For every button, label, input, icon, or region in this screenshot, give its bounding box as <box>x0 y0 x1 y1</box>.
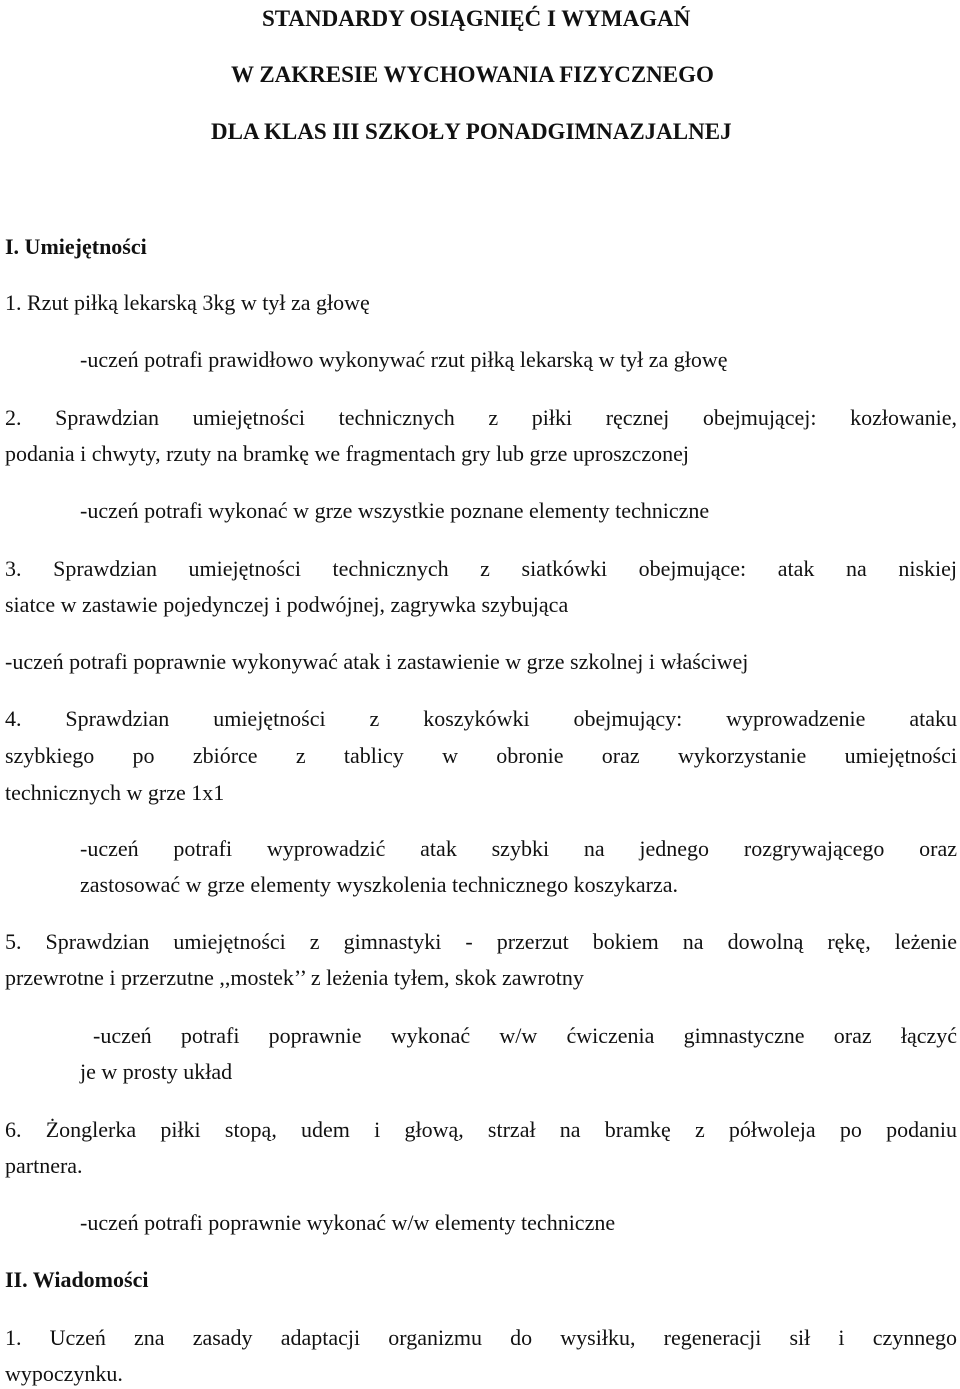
item-4-text-line-1: 4. Sprawdzian umiejętności z koszykówki obejmujący: wyprowadzenie ataku <box>5 706 957 731</box>
item-5-text-line-2: przewrotne i przerzutne ,,mostek’’ z leżenia tyłem, skok zawrotny <box>5 965 584 990</box>
title-line-1: STANDARDY OSIĄGNIĘĆ I WYMAGAŃ <box>262 6 691 31</box>
item-1-text: 1. Rzut piłką lekarską 3kg w tył za głowę <box>5 290 370 315</box>
section-heading-knowledge: II. Wiadomości <box>5 1267 149 1292</box>
section-heading-skills: I. Umiejętności <box>5 234 147 259</box>
item-4-outcome-line-2: zastosować w grze elementy wyszkolenia technicznego koszykarza. <box>80 872 679 897</box>
knowledge-item-1-line-2: wypoczynku. <box>5 1361 123 1386</box>
item-4-text-line-3: technicznych w grze 1x1 <box>5 780 225 805</box>
item-1-outcome: -uczeń potrafi prawidłowo wykonywać rzut piłką lekarską w tył za głowę <box>80 347 728 372</box>
item-2-text-line-2: podania i chwyty, rzuty na bramkę we fragmentach gry lub grze uproszczonej <box>5 441 689 466</box>
item-2-outcome: -uczeń potrafi wykonać w grze wszystkie poznane elementy techniczne <box>80 498 710 523</box>
title-line-3: DLA KLAS III SZKOŁY PONADGIMNAZJALNEJ <box>211 119 732 144</box>
item-3-text-line-2: siatce w zastawie pojedynczej i podwójnej, zagrywka szybująca <box>5 592 569 617</box>
item-5-outcome-line-2: je w prosty układ <box>80 1059 233 1084</box>
item-6-outcome: -uczeń potrafi poprawnie wykonać w/w elementy techniczne <box>80 1210 616 1235</box>
item-4-outcome-line-1: -uczeń potrafi wyprowadzić atak szybki na jednego rozgrywającego oraz <box>80 836 957 861</box>
item-6-text-line-2: partnera. <box>5 1153 83 1178</box>
item-5-text-line-1: 5. Sprawdzian umiejętności z gimnastyki - przerzut bokiem na dowolną rękę, leżenie <box>5 929 957 954</box>
knowledge-item-1-line-1: 1. Uczeń zna zasady adaptacji organizmu do wysiłku, regeneracji sił i czynnego <box>5 1325 957 1350</box>
item-3-text-line-1: 3. Sprawdzian umiejętności technicznych z siatkówki obejmujące: atak na niskiej <box>5 556 957 581</box>
item-3-outcome: -uczeń potrafi poprawnie wykonywać atak i zastawienie w grze szkolnej i właściwej <box>5 649 749 674</box>
item-2-text-line-1: 2. Sprawdzian umiejętności technicznych z piłki ręcznej obejmującej: kozłowanie, <box>5 405 957 430</box>
item-4-text-line-2: szybkiego po zbiórce z tablicy w obronie oraz wykorzystanie umiejętności <box>5 743 957 768</box>
item-6-text-line-1: 6. Żonglerka piłki stopą, udem i głową, strzał na bramkę z półwoleja po podaniu <box>5 1117 957 1142</box>
item-5-outcome-line-1: -uczeń potrafi poprawnie wykonać w/w ćwiczenia gimnastyczne oraz łączyć <box>93 1023 957 1048</box>
title-line-2: W ZAKRESIE WYCHOWANIA FIZYCZNEGO <box>231 62 714 87</box>
